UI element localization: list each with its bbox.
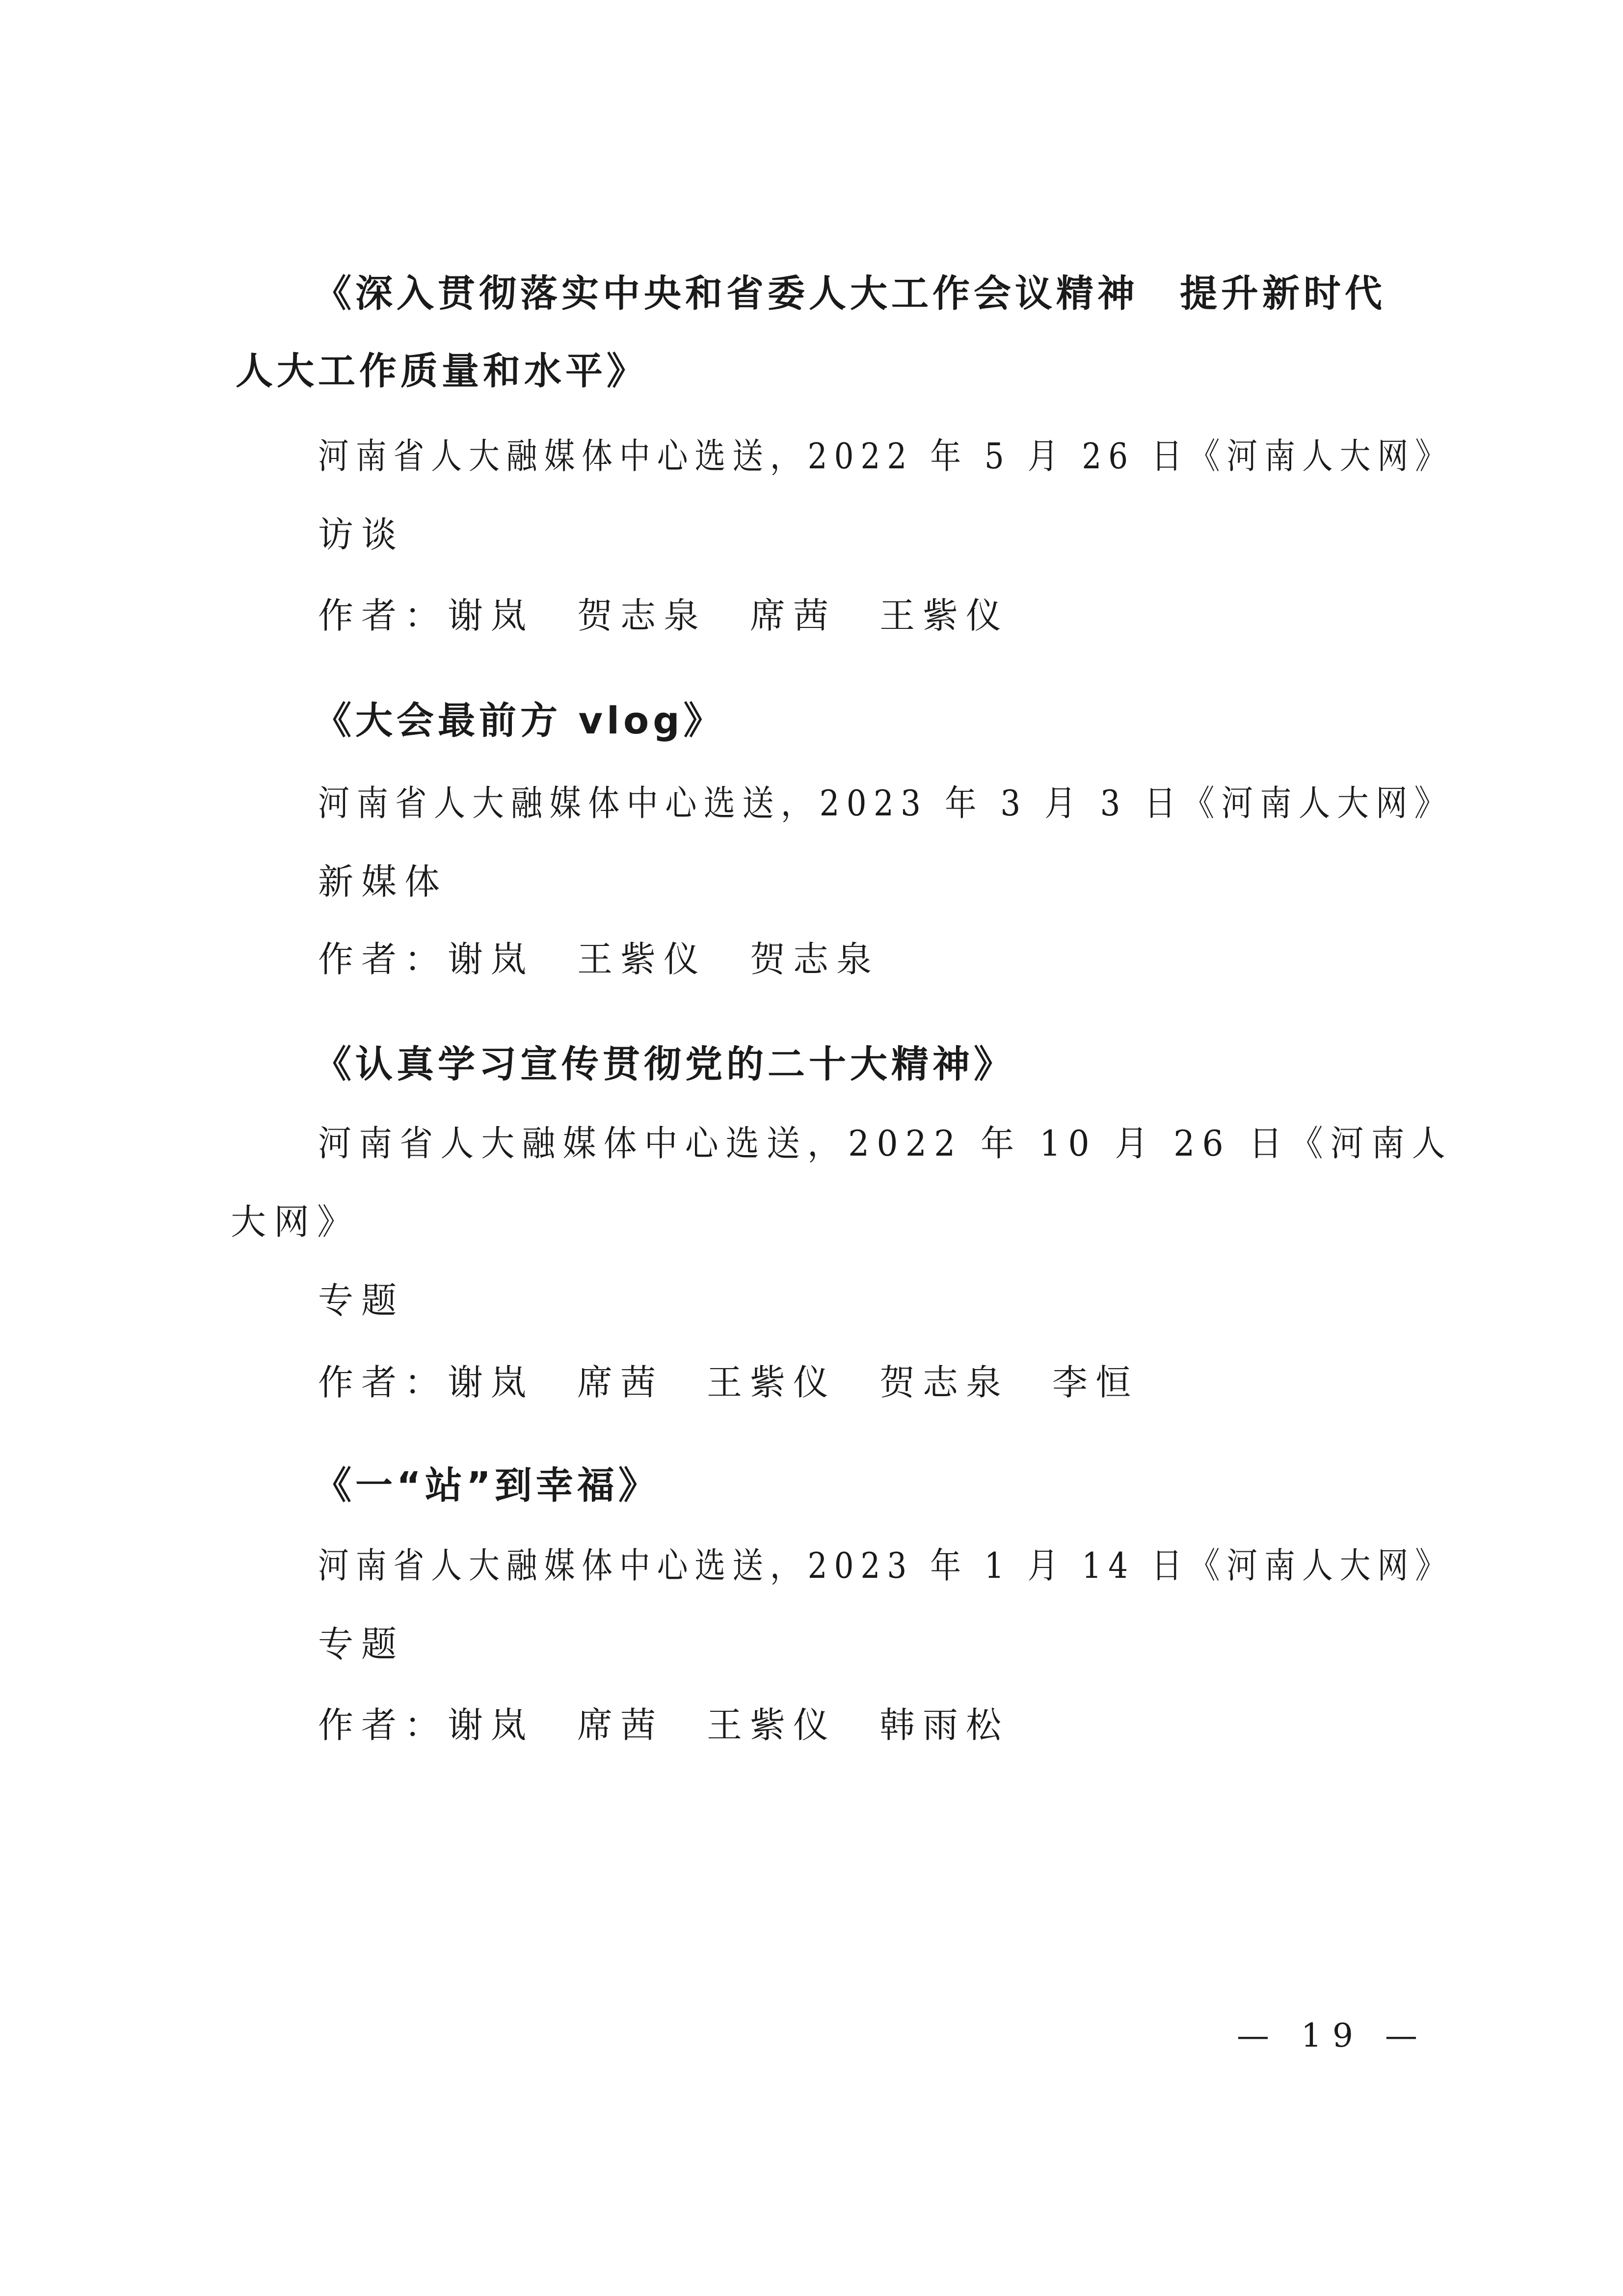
page-number: — 19 — — [1237, 2017, 1428, 2054]
entry-1-title-line-2: 人大工作质量和水平》 — [236, 349, 648, 393]
entry-2-category: 新媒体 — [318, 861, 448, 902]
entry-1-category: 访谈 — [318, 514, 405, 555]
entry-2-title: 《大会最前方 vlog》 — [314, 699, 725, 742]
entry-3-source-line-2: 大网》 — [231, 1201, 361, 1243]
entry-1-title-line-1: 《深入贯彻落实中央和省委人大工作会议精神 提升新时代 — [314, 271, 1386, 315]
entry-4-title: 《一“站”到幸福》 — [314, 1463, 660, 1507]
entry-3-authors: 作者：谢岚 席茜 王紫仪 贺志泉 李恒 — [318, 1362, 1139, 1403]
entry-1-source: 河南省人大融媒体中心选送，2022 年 5 月 26 日《河南人大网》 — [318, 435, 1453, 477]
entry-4-category: 专题 — [318, 1623, 405, 1665]
entry-1-authors: 作者：谢岚 贺志泉 席茜 王紫仪 — [318, 595, 1010, 636]
entry-2-authors: 作者：谢岚 王紫仪 贺志泉 — [318, 939, 880, 980]
entry-3-category: 专题 — [318, 1280, 405, 1321]
entry-3-source-line-1: 河南省人大融媒体中心选送，2022 年 10 月 26 日《河南人 — [318, 1123, 1453, 1164]
entry-4-source: 河南省人大融媒体中心选送，2023 年 1 月 14 日《河南人大网》 — [318, 1545, 1453, 1586]
entry-4-authors: 作者：谢岚 席茜 王紫仪 韩雨松 — [318, 1704, 1010, 1746]
entry-2-source: 河南省人大融媒体中心选送，2023 年 3 月 3 日《河南人大网》 — [318, 783, 1453, 824]
entry-3-title: 《认真学习宣传贯彻党的二十大精神》 — [314, 1042, 1015, 1086]
